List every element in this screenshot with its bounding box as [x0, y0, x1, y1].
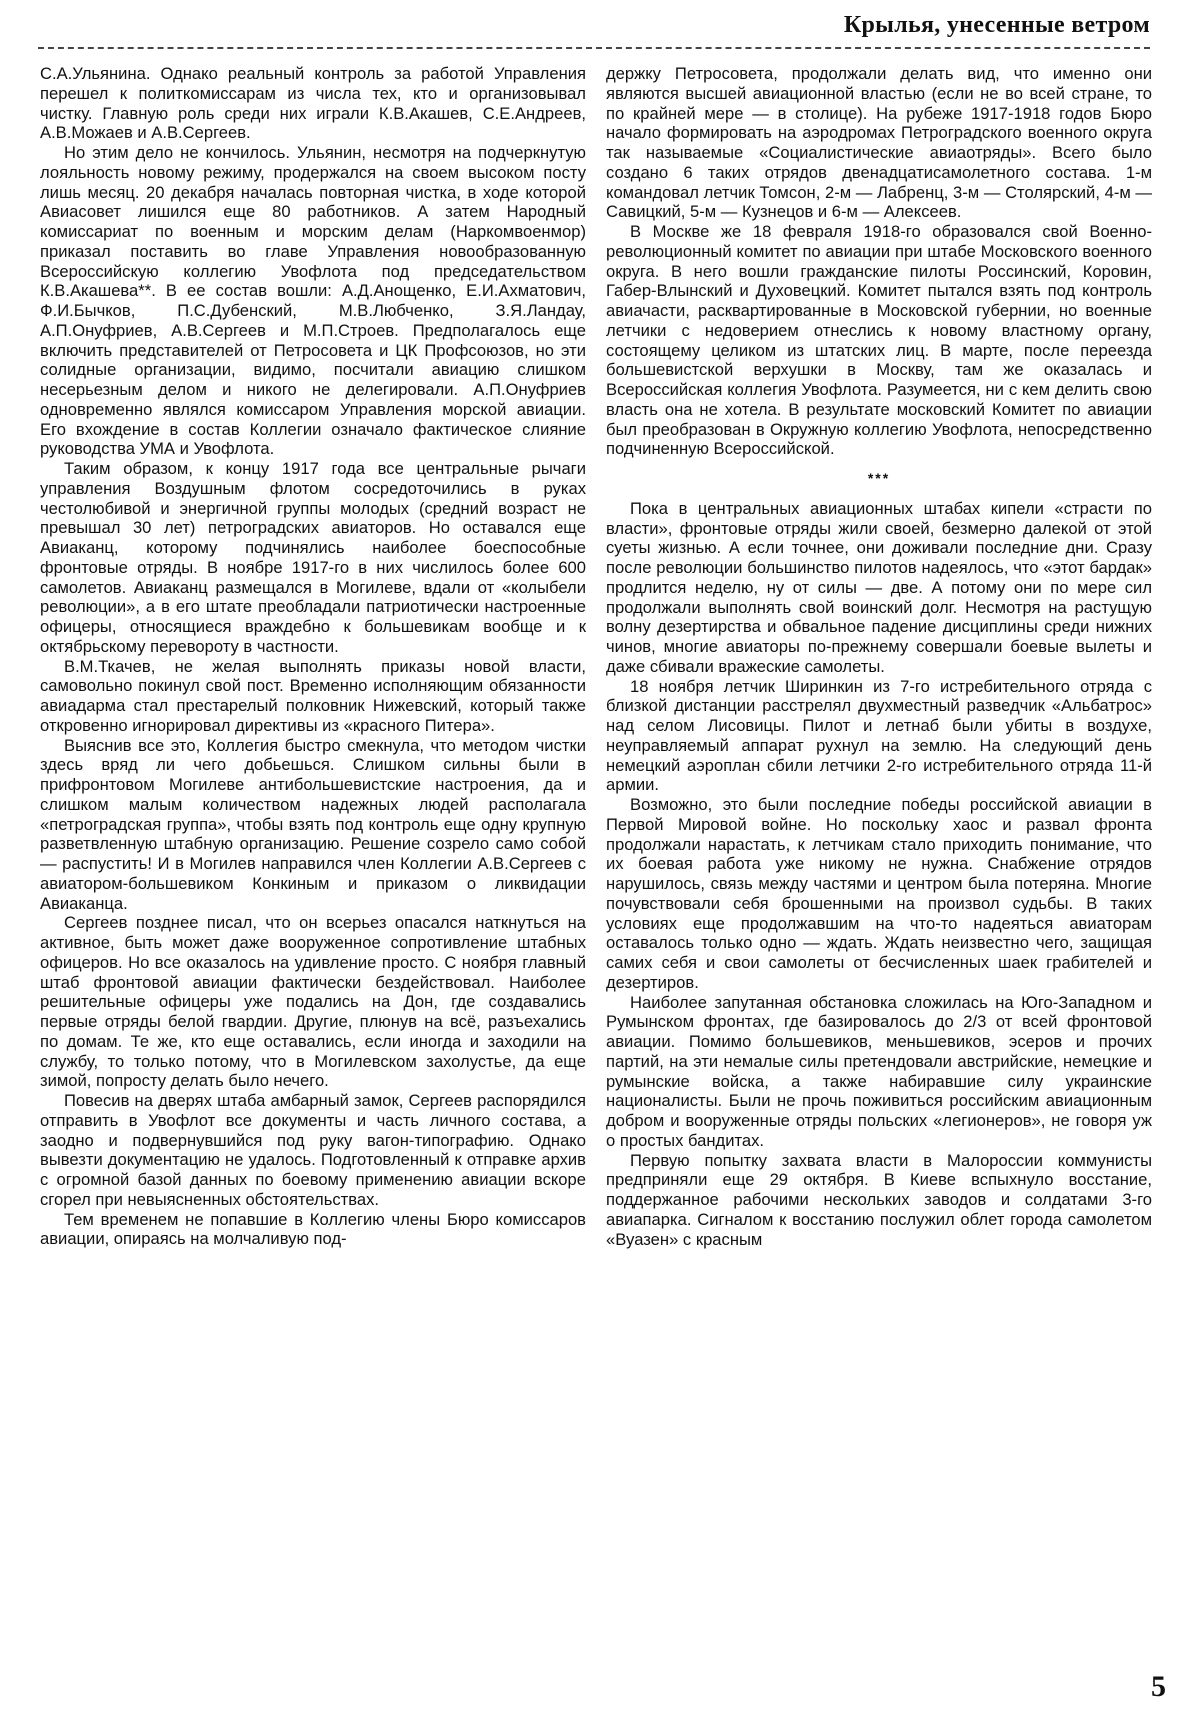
right-column	[606, 64, 1152, 1249]
paragraph: С.А.Ульянина. Однако реальный контроль за работой Управления перешел к политкомиссарам из числа тех, кто и организовывал чистку. Главную роль среди них играли К.В.Акашев, С.Е.Андреев, А.В.Можаев и А.В.Сергеев.	[40, 64, 586, 143]
paragraph: Пока в центральных авиационных штабах кипели «страсти по власти», фронтовые отряды жили своей, безмерно далекой от этой суеты жизнью. А если точнее, они доживали последние дни. Сразу после революции большинство пилотов надеялось, что «этот бардак» продлится неделю, ну от силы — две. А потому они по мере сил продолжали выполнять свой воинский долг. Несмотря на растущую волну дезертирства и обвальное падение дисциплины среди нижних чинов, многие авиаторы по-прежнему совершали боевые вылеты и даже сбивали вражеские самолеты.	[606, 498, 1152, 676]
paragraph: Повесив на дверях штаба амбарный замок, Сергеев распорядился отправить в Увофлот все документы и часть личного состава, а заодно и подвернувшийся под руку вагон-типографию. Однако вывезти документацию не удалось. Подготовленный к отправке архив с огромной базой данных по боевому применению авиации вскоре сгорел при невыясненных обстоятельствах.	[40, 1091, 586, 1209]
paragraph: держку Петросовета, продолжали делать вид, что именно они являются высшей авиационной властью (если не во всей стране, то по крайней мере — в столице). На рубеже 1917-1918 годов Бюро начало формировать на аэродромах Петроградского военного округа так называемые «Социалистические авиаотряды». Всего было создано 6 таких отрядов двенадцатисамолетного состава. 1-м командовал летчик Томсон, 2-м — Лабренц, 3-м — Столярский, 4-м — Савицкий, 5-м — Кузнецов и 6-м — Алексеев.	[606, 64, 1152, 222]
left-column	[40, 64, 586, 1249]
paragraph: 18 ноября летчик Ширинкин из 7-го истребительного отряда с близкой дистанции расстрелял двухместный разведчик «Альбатрос» над селом Лисовицы. Пилот и летнаб были убиты в воздухе, неуправляемый аппарат рухнул на землю. На следующий день немецкий аэроплан сбили летчики 2-го истребительного отряда 11-й армии.	[606, 676, 1152, 795]
paragraph: В Москве же 18 февраля 1918-го образовался свой Военно-революционный комитет по авиации при штабе Московского военного округа. В него вошли гражданские пилоты Россинский, Коровин, Габер-Влынский и Духовецкий. Комитет пытался взять под контроль авиачасти, расквартированные в Московской губернии, но военные летчики с недоверием отнеслись к новому властному органу, состоящему целиком из штатских лиц. В марте, после переезда большевистской верхушки в Москву, там же оказалась и Всероссийская коллегия Увофлота. Разумеется, ни с кем делить свою власть она не хотела. В результате московский Комитет по авиации был преобразован в Окружную коллегию Увофлота, непосредственно подчиненную Всероссийской.	[606, 222, 1152, 459]
paragraph: Выяснив все это, Коллегия быстро смекнула, что методом чистки здесь вряд ли чего добьешься. Слишком сильны были в прифронтовом Могилеве антибольшевистские настроения, да и слишком малым количеством надежных людей располагала «петроградская группа», чтобы взять под контроль еще одну крупную разветвленную штабную организацию. Решение созрело само собой — распустить! И в Могилев направился член Коллегии А.В.Сергеев с авиатором-большевиком Конкиным и приказом о ликвидации Авиаканца.	[40, 735, 586, 913]
paragraph: Наиболее запутанная обстановка сложилась на Юго-Западном и Румынском фронтах, где базировалось до 2/3 от всей фронтовой авиации. Помимо большевиков, меньшевиков, эсеров и прочих партий, на эти немалые силы претендовали австрийские, немецкие и румынские войска, а также набиравшие силу украинские националисты. Были не прочь поживиться российским авиационным добром и вооруженные отряды польских «легионеров», не говоря уж о простых бандитах.	[606, 992, 1152, 1150]
paragraph: Но этим дело не кончилось. Ульянин, несмотря на подчеркнутую лояльность новому режиму, продержался на своем высоком посту лишь месяц. 20 декабря началась повторная чистка, в ходе которой Авиасовет лишился еще 80 работников. А затем Народный комиссариат по военным и морским делам (Наркомвоенмор) приказал поставить во главе Управления новообразованную Всероссийскую коллегию Увофлота под председательством К.В.Акашева**. В ее состав вошли: А.Д.Анощенко, Е.И.Ахматович, Ф.И.Бычков, П.С.Дубенский, М.В.Любченко, З.Я.Ландау, А.П.Онуфриев, А.В.Сергеев и М.П.Строев. Предполагалось еще включить представителей от Петросовета и ЦК Профсоюзов, но эти солидные организации, видимо, посчитали авиацию слишком несерьезным делом и никого не делегировали. А.П.Онуфриев одновременно являлся комиссаром Управления морской авиации. Его вхождение в состав Коллегии означало фактическое слияние руководства УМА и Увофлота.	[40, 143, 586, 459]
section-separator: ***	[867, 470, 891, 486]
header-rule	[38, 47, 1150, 49]
page-number: 5	[1151, 1670, 1166, 1703]
page-header	[38, 0, 1150, 52]
paragraph: Первую попытку захвата власти в Малороссии коммунисты предприняли еще 29 октября. В Киеве вспыхнуло восстание, поддержанное рабочими нескольких заводов и солдатами 3-го авиапарка. Сигналом к восстанию послужил облет города самолетом «Вуазен» с красным	[606, 1150, 1152, 1249]
paragraph: Возможно, это были последние победы российской авиации в Первой Мировой войне. Но поскольку хаос и развал фронта продолжали нарастать, к летчикам стало приходить понимание, что их боевая работа уже никому не нужна. Снабжение отрядов нарушилось, связь между частями и центром была потеряна. Многие почувствовали себя брошенными на произвол судьбы. В таких условиях еще продолжавшим на что-то надеяться авиаторам оставалось только одно — ждать. Ждать неизвестно чего, защищая самих себя и свои самолеты от бесчисленных шаек грабителей и дезертиров.	[606, 795, 1152, 992]
paragraph: Таким образом, к концу 1917 года все центральные рычаги управления Воздушным флотом сосредоточились в руках честолюбивой и энергичной группы молодых (средний возраст не превышал 30 лет) петроградских авиаторов. Но оставался еще Авиаканц, которому подчинялись наиболее боеспособные фронтовые отряды. В ноябре 1917-го в них числилось более 600 самолетов. Авиаканц размещался в Могилеве, вдали от «колыбели революции», а в его штате преобладали патриотически настроенные офицеры, относящиеся враждебно к большевикам вообще и к октябрьскому перевороту в частности.	[40, 459, 586, 656]
paragraph: Сергеев позднее писал, что он всерьез опасался наткнуться на активное, быть может даже вооруженное сопротивление штабных офицеров. Но все оказалось на удивление просто. С ноября главный штаб фронтовой авиации фактически бездействовал. Наиболее решительные офицеры уже подались на Дон, где создавались первые отряды белой гвардии. Другие, плюнув на всё, разъехались по домам. Те же, кто еще оставались, если иногда и заходили на службу, то только потому, что в Могилевском захолустье, да еще зимой, попросту делать было нечего.	[40, 913, 586, 1091]
running-title: Крылья, унесенные ветром	[843, 12, 1150, 38]
paragraph: В.М.Ткачев, не желая выполнять приказы новой власти, самовольно покинул свой пост. Временно исполняющим обязанности авиадарма стал престарелый полковник Нижевский, который также откровенно игнорировал директивы из «красного Питера».	[40, 656, 586, 735]
paragraph: Тем временем не попавшие в Коллегию члены Бюро комиссаров авиации, опираясь на молчаливую под-	[40, 1209, 586, 1249]
